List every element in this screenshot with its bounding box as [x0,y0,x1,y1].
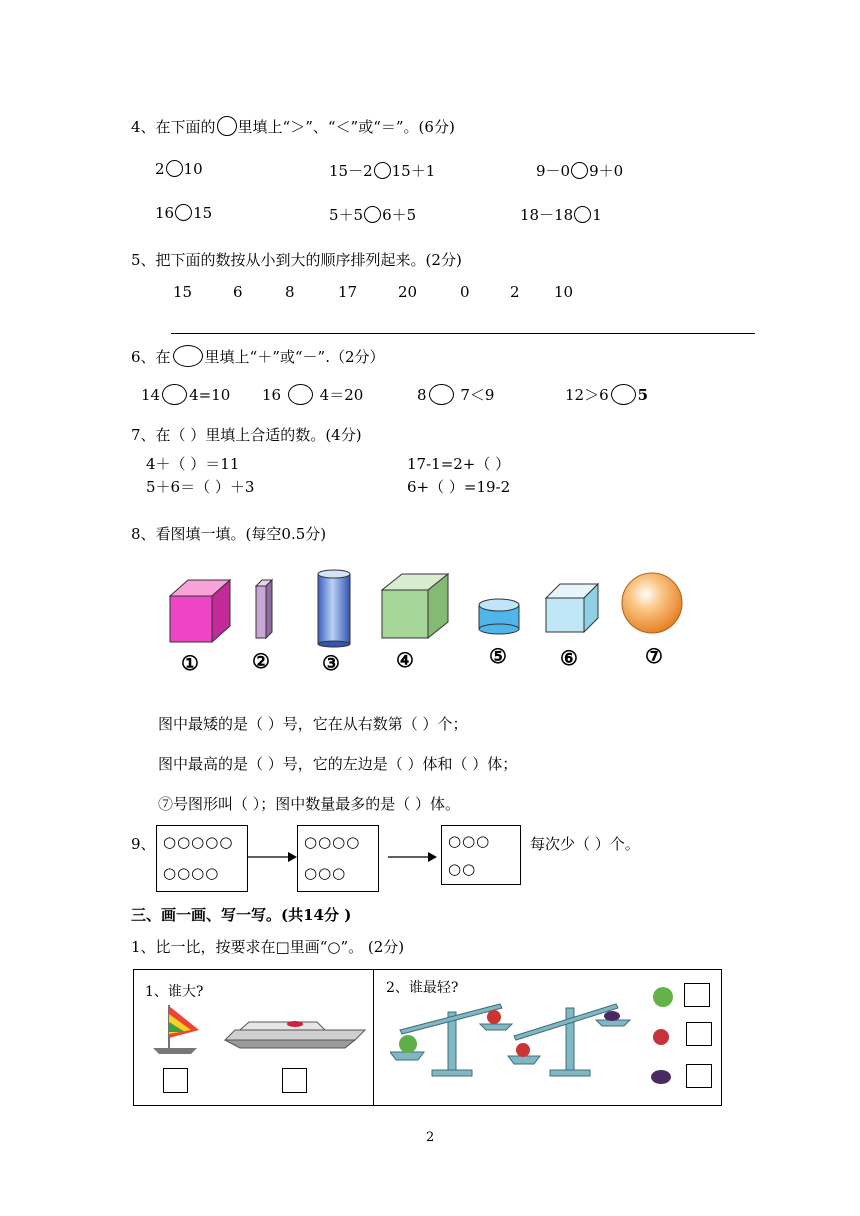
cabbage-icon [653,987,673,1007]
q5-number: 6 [233,283,243,301]
size-comparison-pictures [145,1000,375,1060]
shape-label: ② [252,649,270,673]
compare-circle[interactable] [364,206,381,223]
q4-item: 2 10 [155,160,203,178]
answer-line[interactable] [171,333,755,334]
q4-item: 5＋5 6＋5 [329,206,417,224]
answer-box[interactable] [282,1068,307,1093]
q5-number: 15 [173,283,193,301]
oval-blank [173,345,203,367]
compare-circle[interactable] [571,162,588,179]
arrow-right-icon [388,850,438,864]
q6-item: 8 7＜9 [417,386,495,404]
circles-box-3: ○○○ ○○ [441,825,521,885]
q5-number: 10 [554,283,574,301]
q7-item[interactable]: 5＋6＝（ ）＋3 [146,478,255,496]
eggplant-icon [604,1011,620,1021]
cabbage-icon [399,1035,417,1053]
q7-item[interactable]: 17-1=2+（ ） [407,455,511,473]
blue-cube-icon [546,584,598,632]
q8-line-1[interactable]: 图中最矮的是（ ）号，它在从右数第（ ）个； [158,715,468,733]
shape-label: ⑦ [645,644,663,668]
operator-oval[interactable] [611,384,636,405]
q4-item: 15－2 15＋1 [329,162,436,180]
circles-box-1: ○○○○○ ○○○○ [156,825,248,892]
q4-title: 4、在下面的 里填上“＞”、“＜”或“＝”。(6分) [131,118,455,136]
shape-label: ⑤ [489,644,507,668]
circles-box-2: ○○○○ ○○○ [297,825,379,892]
q8-line-3[interactable]: ⑦号图形叫（ ）；图中数量最多的是（ ）体。 [158,795,461,813]
thin-prism-icon [256,580,272,638]
panel-1-title: 1、谁大? [145,984,204,1000]
panel-2-title: 2、谁最轻? [386,980,459,996]
compare-circle[interactable] [166,160,183,177]
q5-number: 20 [398,283,418,301]
radish-icon [516,1043,530,1057]
q5-number: 0 [460,283,470,301]
operator-oval[interactable] [162,384,187,405]
radish-icon [653,1029,669,1045]
q5-number: 2 [510,283,520,301]
sailboat-icon [153,1005,199,1054]
sphere-ball-icon [622,573,682,633]
q4-item: 18－18 1 [520,206,602,224]
page-number: 2 [426,1130,435,1145]
compare-circle[interactable] [574,206,591,223]
eggplant-icon [651,1070,671,1084]
operator-oval[interactable] [288,384,313,405]
s3-q1-title: 1、比一比，按要求在□里画“○”。 (2分) [131,938,405,956]
ship-icon [225,1021,365,1048]
answer-box[interactable] [686,1064,712,1088]
shapes-illustration [150,560,710,650]
pink-cube-icon [170,580,230,642]
arrow-right-icon [248,850,298,864]
shape-label: ① [181,651,199,675]
balance-scales-pictures [390,990,640,1085]
q5-number: 17 [338,283,358,301]
q6-item: 12＞6 5 [565,386,649,404]
shape-label: ⑥ [560,646,578,670]
radish-icon [487,1010,501,1024]
compare-circle[interactable] [374,162,391,179]
q8-title: 8、看图填一填。(每空0.5分) [131,525,327,543]
q7-item[interactable]: 4＋（ ）＝11 [146,455,240,473]
q4-item: 9－0 9＋0 [536,162,624,180]
q5-number: 8 [285,283,295,301]
q7-title: 7、在（ ）里填上合适的数。(4分) [131,426,362,444]
section-3-title: 三、画一画、写一写。(共14分 ) [131,906,352,924]
tall-cylinder-icon [318,570,350,647]
operator-oval[interactable] [429,384,454,405]
q6-item: 16 4＝20 [262,386,364,404]
green-cube-icon [382,574,448,638]
shape-label: ④ [396,648,414,672]
shape-label: ③ [322,651,340,675]
vegetable-icons [648,985,680,1090]
q7-item[interactable]: 6+（ ）=19-2 [407,478,511,496]
answer-box[interactable] [684,983,710,1007]
q4-item: 16 15 [155,204,213,222]
q6-title: 6、在 里填上“＋”或“－”.（2分） [131,345,385,367]
compare-circle[interactable] [175,204,192,221]
q9-number: 9、 [131,835,156,853]
q9-text[interactable]: 每次少（ ）个。 [530,835,640,853]
answer-box[interactable] [686,1022,712,1046]
q6-item: 14 4=10 [141,386,231,404]
short-cylinder-icon [479,599,519,634]
circle-blank [217,116,237,136]
answer-box[interactable] [163,1068,188,1093]
q8-line-2[interactable]: 图中最高的是（ ）号，它的左边是（ ）体和（ ）体； [158,755,518,773]
q5-title: 5、把下面的数按从小到大的顺序排列起来。(2分) [131,251,462,269]
